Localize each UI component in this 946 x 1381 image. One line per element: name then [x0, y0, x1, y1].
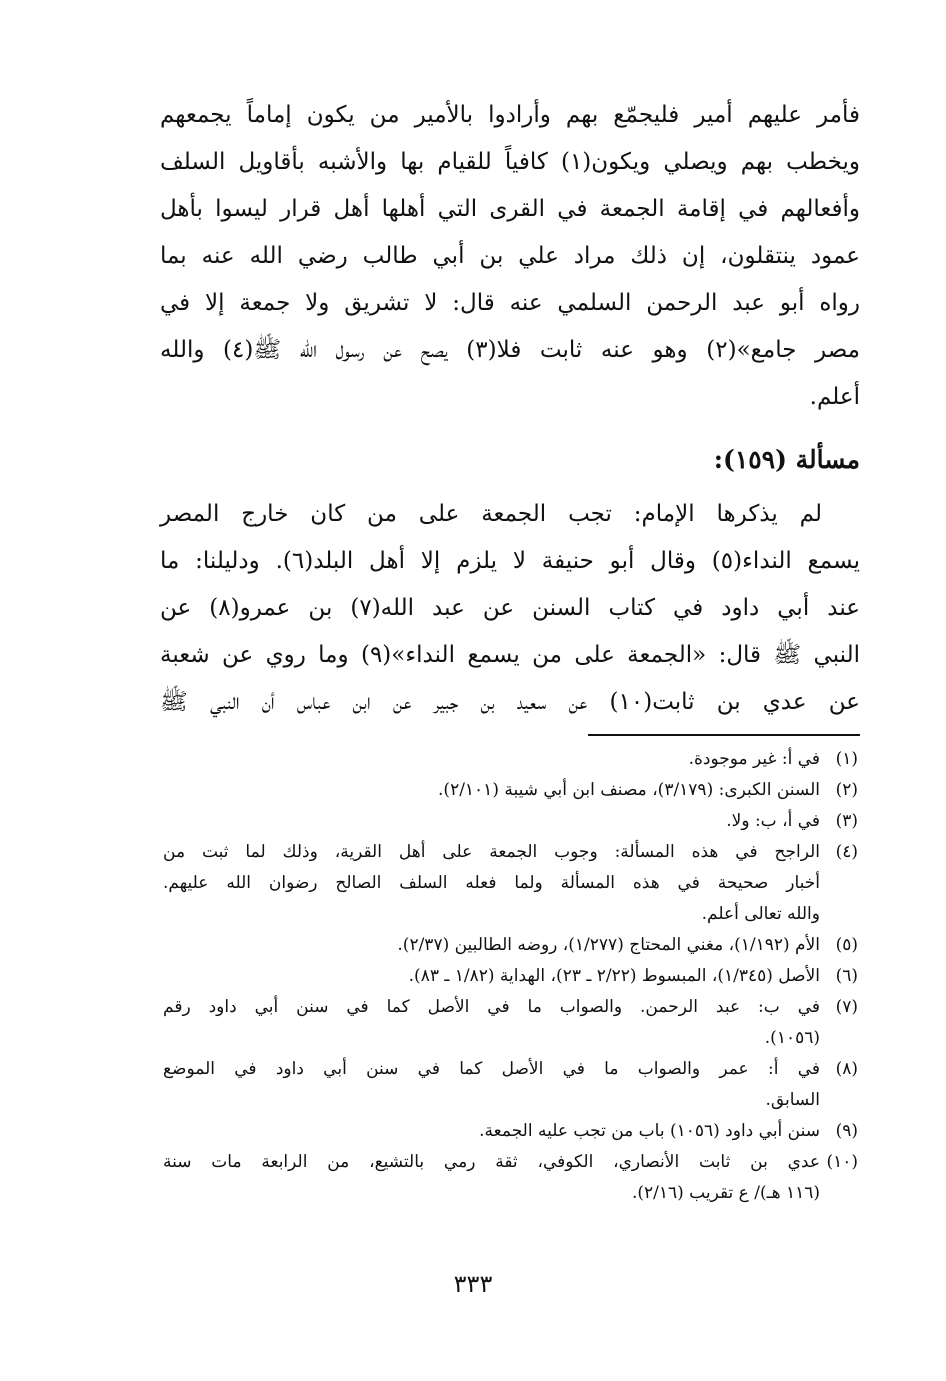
body-line: ويخطب بهم ويصلي ويكون(١) كافياً للقيام بها والأشبه بأقاويل السلف [160, 149, 860, 175]
body-line: وأفعالهم في إقامة الجمعة في القرى التي أهلها أهل قرار ليسوا بأهل [160, 196, 860, 222]
footnote-2 [163, 775, 858, 806]
footnote-text: أخبار صحيحة في هذه المسألة ولما فعله السلف الصالح رضوان الله عليهم. [163, 873, 820, 893]
body-line: فأمر عليهم أمير فليجمّع بهم وأرادوا بالأمير من يكون إماماً يجمعهم [160, 102, 860, 128]
footnote-9 [163, 1116, 858, 1147]
footnotes [163, 744, 858, 1209]
footnote-4 [163, 837, 858, 930]
footnote-text: في أ: عمر والصواب ما في الأصل كما في سنن أبي داود في الموضع [163, 1059, 820, 1079]
section-heading: مسألة (١٥٩): [713, 445, 860, 474]
footnote-number: (٤) [835, 842, 858, 862]
body-line: مصر جامع»(٢) وهو عنه ثابت فلا(٣) يصح عن رسول الله ﷺ(٤) والله [160, 337, 860, 363]
footnote-5 [163, 930, 858, 961]
page-number: ٣٣٣ [453, 1270, 493, 1298]
footnote-text: في أ: غير موجودة. [688, 749, 820, 769]
footnote-number: (١٠) [826, 1152, 858, 1172]
footnote-text: الراجح في هذه المسألة: وجوب الجمعة على أهل القرية، وذلك لما ثبت من [163, 842, 820, 862]
section-line: لم يذكرها الإمام: تجب الجمعة على من كان خارج المصر [160, 501, 822, 527]
footnote-separator [588, 734, 860, 736]
section-line: النبي ﷺ قال: «الجمعة على من يسمع النداء»(٩) وما روي عن شعبة [160, 642, 860, 668]
footnote-text: (١٠٥٦). [764, 1028, 820, 1048]
section-line: عن عدي بن ثابت(١٠) عن سعيد بن جبير عن ابن عباس أن النبي ﷺ [160, 689, 860, 715]
footnote-text: الأم (١/١٩٢)، مغني المحتاج (١/٢٧٧)، روضه الطالبين (٢/٣٧). [397, 935, 820, 955]
footnote-text: والله تعالى أعلم. [701, 904, 820, 924]
footnote-text: في أ، ب: ولا. [726, 811, 820, 831]
body-line: عمود ينتقلون، إن ذلك مراد علي بن أبي طالب رضي الله عنه بما [160, 243, 860, 269]
footnote-8 [163, 1054, 858, 1116]
main-text [160, 92, 860, 726]
section-line: يسمع النداء(٥) وقال أبو حنيفة لا يلزم إلا أهل البلد(٦). ودليلنا: ما [160, 548, 861, 574]
footnote-text: السابق. [765, 1090, 820, 1110]
footnote-text: (١١٦ هـ)/ ع تقريب (٢/١٦). [631, 1183, 820, 1203]
footnote-7 [163, 992, 858, 1054]
footnote-number: (٢) [835, 780, 858, 800]
footnote-number: (٣) [835, 811, 858, 831]
footnote-number: (٧) [835, 997, 858, 1017]
body-line: أعلم. [809, 384, 860, 410]
footnote-text: في ب: عبد الرحمن. والصواب ما في الأصل كما في سنن أبي داود رقم [163, 997, 820, 1017]
body-line: رواه أبو عبد الرحمن السلمي عنه قال: لا تشريق ولا جمعة إلا في [160, 290, 860, 316]
footnote-1 [163, 744, 858, 775]
footnote-3 [163, 806, 858, 837]
footnote-number: (٥) [835, 935, 858, 955]
footnote-6 [163, 961, 858, 992]
footnote-number: (٦) [835, 966, 858, 986]
footnote-number: (٨) [835, 1059, 858, 1079]
footnote-text: السنن الكبرى: (٣/١٧٩)، مصنف ابن أبي شيبة (٢/١٠١). [438, 780, 820, 800]
footnote-text: سنن أبي داود (١٠٥٦) باب من تجب عليه الجمعة. [479, 1121, 820, 1141]
section-line: عند أبي داود في كتاب السنن عن عبد الله(٧) بن عمرو(٨) عن [160, 595, 860, 621]
footnote-number: (٩) [835, 1121, 858, 1141]
footnote-10 [163, 1147, 858, 1209]
footnote-text: عدي بن ثابت الأنصاري، الكوفي، ثقة رمي بالتشيع، من الرابعة مات سنة [163, 1152, 820, 1172]
footnote-text: الأصل (١/٣٤٥)، المبسوط (٢/٢٢ ـ ٢٣)، الهداية (١/٨٢ ـ ٨٣). [408, 966, 820, 986]
footnote-number: (١) [835, 749, 858, 769]
